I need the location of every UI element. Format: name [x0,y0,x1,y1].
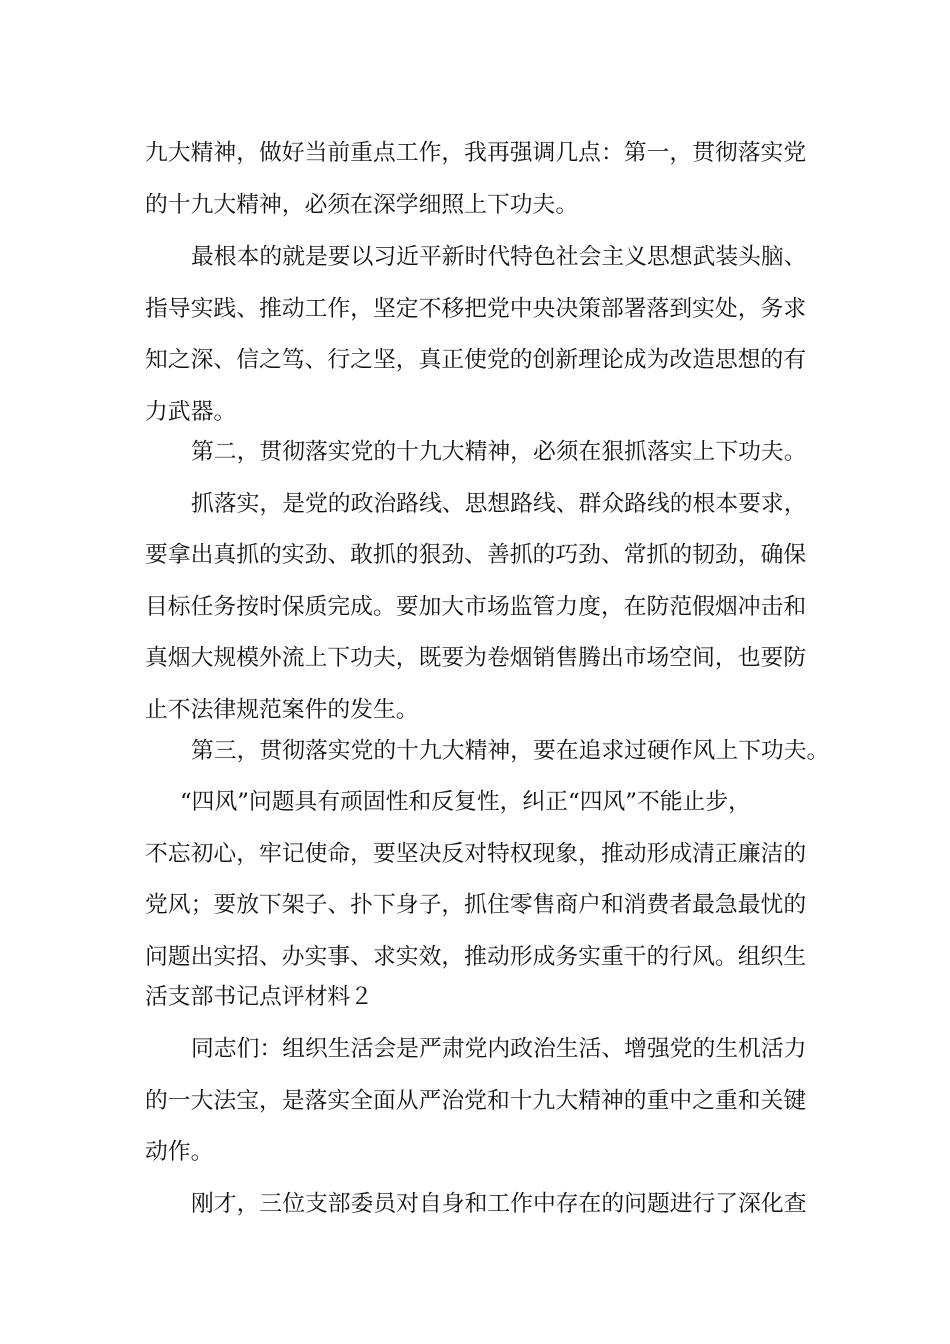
text-line: 同志们：组织生活会是严肃党内政治生活、增强党的生机活力 [191,1036,807,1062]
text-line: “四风”问题具有顽固性和反复性，纠正“四风”不能止步， [180,789,751,815]
text-line: 力武器。 [145,399,237,425]
text-line: 活支部书记点评材料２ [145,984,373,1010]
text-line: 指导实践、推动工作，坚定不移把党中央决策部署落到实处，务求 [145,296,807,322]
text-line: 党风；要放下架子、扑下身子，抓住零售商户和消费者最急最忧的 [145,892,807,918]
text-line: 抓落实，是党的政治路线、思想路线、群众路线的根本要求， [191,491,807,517]
text-line: 不忘初心，牢记使命，要坚决反对特权现象，推动形成清正廉洁的 [145,841,807,867]
text-line: 真烟大规模外流上下功夫，既要为卷烟销售腾出市场空间，也要防 [145,645,807,671]
text-line: 第二，贯彻落实党的十九大精神，必须在狠抓落实上下功夫。 [191,439,807,465]
text-line: 的十九大精神，必须在深学细照上下功夫。 [145,192,579,218]
text-line: 的一大法宝，是落实全面从严治党和十九大精神的重中之重和关键 [145,1088,807,1114]
text-line: 动作。 [145,1139,214,1165]
text-line: 九大精神，做好当前重点工作，我再强调几点：第一，贯彻落实党 [145,140,807,166]
text-line: 目标任务按时保质完成。要加大市场监管力度，在防范假烟冲击和 [145,594,807,620]
text-line: 问题出实招、办实事、求实效，推动形成务实重干的行风。组织生 [145,944,807,970]
text-line: 刚才，三位支部委员对自身和工作中存在的问题进行了深化查 [191,1191,807,1217]
text-line: 要拿出真抓的实劲、敢抓的狠劲、善抓的巧劲、常抓的韧劲，确保 [145,542,807,568]
text-line: 最根本的就是要以习近平新时代特色社会主义思想武装头脑、 [191,244,807,270]
text-line: 第三，贯彻落实党的十九大精神，要在追求过硬作风上下功夫。 [191,738,830,764]
text-line: 止不法律规范案件的发生。 [145,697,419,723]
text-line: 知之深、信之笃、行之坚，真正使党的创新理论成为改造思想的有 [145,347,807,373]
